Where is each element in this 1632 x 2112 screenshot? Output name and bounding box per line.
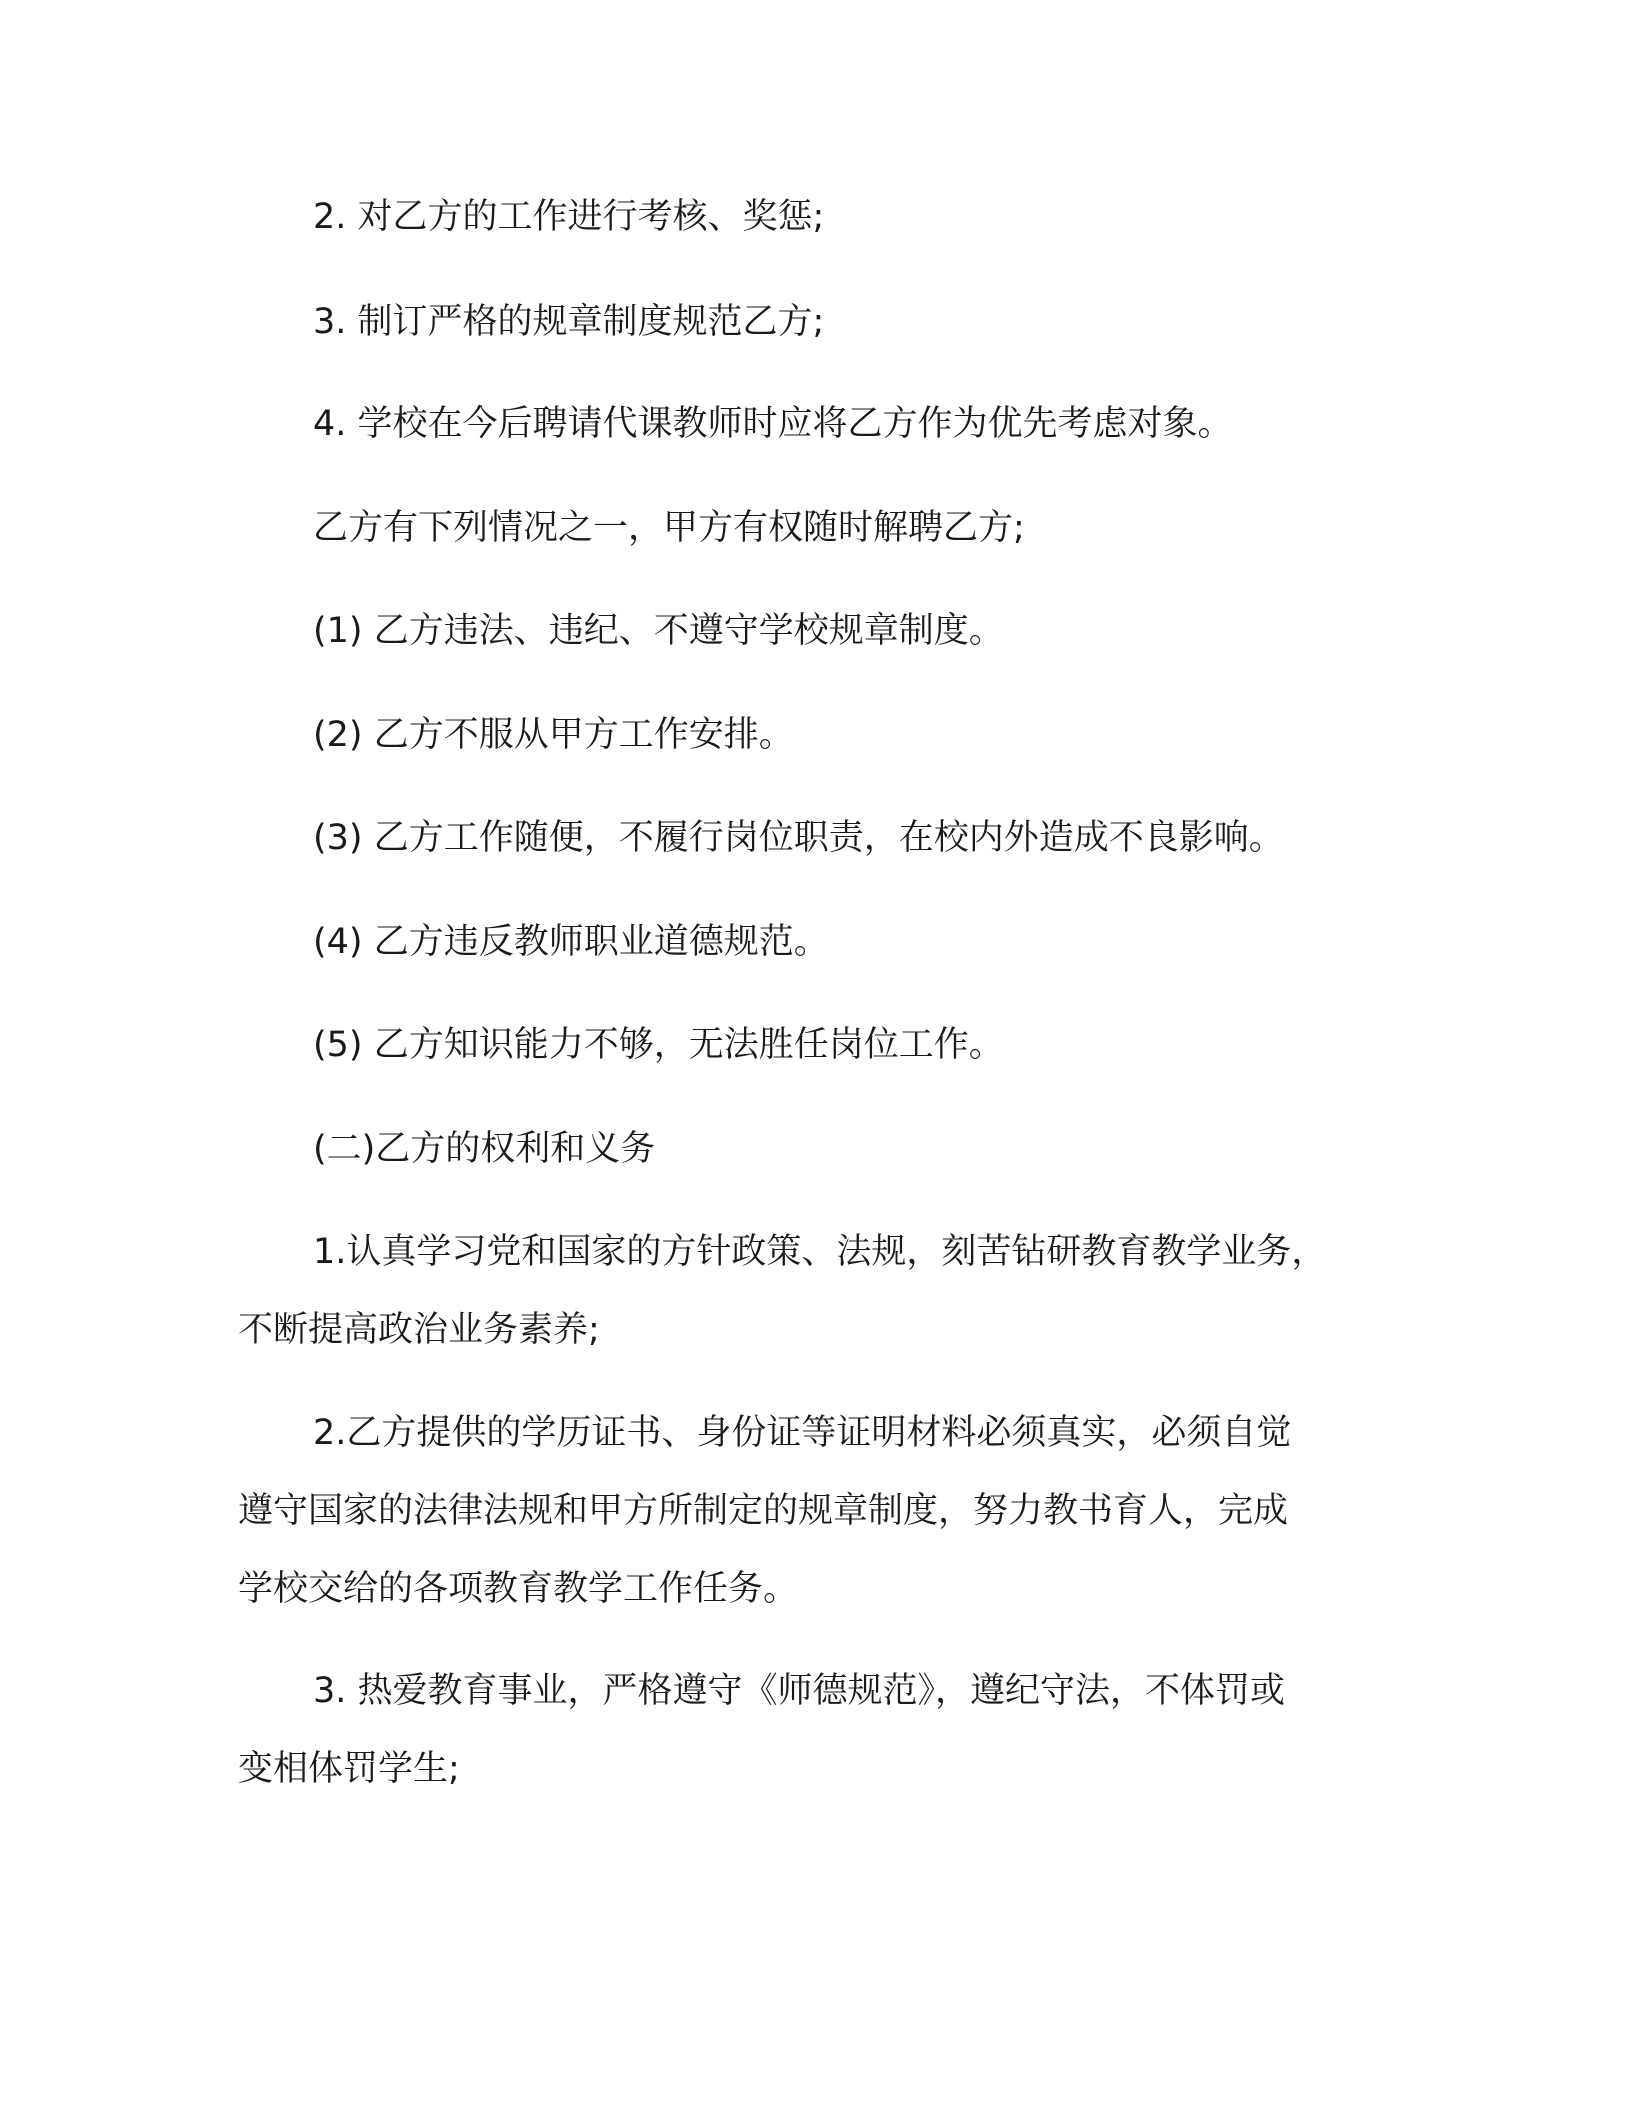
paragraph-dismissal-intro: 乙方有下列情况之一，甲方有权随时解聘乙方; bbox=[313, 508, 1025, 548]
paragraph-item-4: 4. 学校在今后聘请代课教师时应将乙方作为优先考虑对象。 bbox=[313, 404, 1233, 444]
paragraph-duty-3-line-2: 变相体罚学生; bbox=[238, 1749, 460, 1789]
paragraph-item-2: 2. 对乙方的工作进行考核、奖惩; bbox=[313, 197, 825, 237]
paragraph-condition-4: (4) 乙方违反教师职业道德规范。 bbox=[313, 922, 829, 962]
paragraph-item-3: 3. 制订严格的规章制度规范乙方; bbox=[313, 302, 825, 342]
paragraph-duty-2-line-1: 2.乙方提供的学历证书、身份证等证明材料必须真实，必须自觉 bbox=[313, 1413, 1292, 1453]
paragraph-condition-1: (1) 乙方违法、违纪、不遵守学校规章制度。 bbox=[313, 611, 1004, 651]
paragraph-duty-2-line-3: 学校交给的各项教育教学工作任务。 bbox=[238, 1569, 799, 1609]
paragraph-condition-5: (5) 乙方知识能力不够，无法胜任岗位工作。 bbox=[313, 1025, 1004, 1065]
paragraph-duty-2-line-2: 遵守国家的法律法规和甲方所制定的规章制度，努力教书育人，完成 bbox=[238, 1491, 1289, 1531]
paragraph-duty-3-line-1: 3. 热爱教育事业，严格遵守《师德规范》，遵纪守法，不体罚或 bbox=[313, 1671, 1286, 1711]
paragraph-duty-1-line-1: 1.认真学习党和国家的方针政策、法规，刻苦钻研教育教学业务， bbox=[313, 1232, 1327, 1272]
paragraph-condition-3: (3) 乙方工作随便，不履行岗位职责，在校内外造成不良影响。 bbox=[313, 818, 1284, 858]
paragraph-duty-1-line-2: 不断提高政治业务素养; bbox=[238, 1310, 600, 1350]
paragraph-condition-2: (2) 乙方不服从甲方工作安排。 bbox=[313, 715, 794, 755]
section-heading-party-b-rights: (二)乙方的权利和义务 bbox=[313, 1129, 656, 1169]
